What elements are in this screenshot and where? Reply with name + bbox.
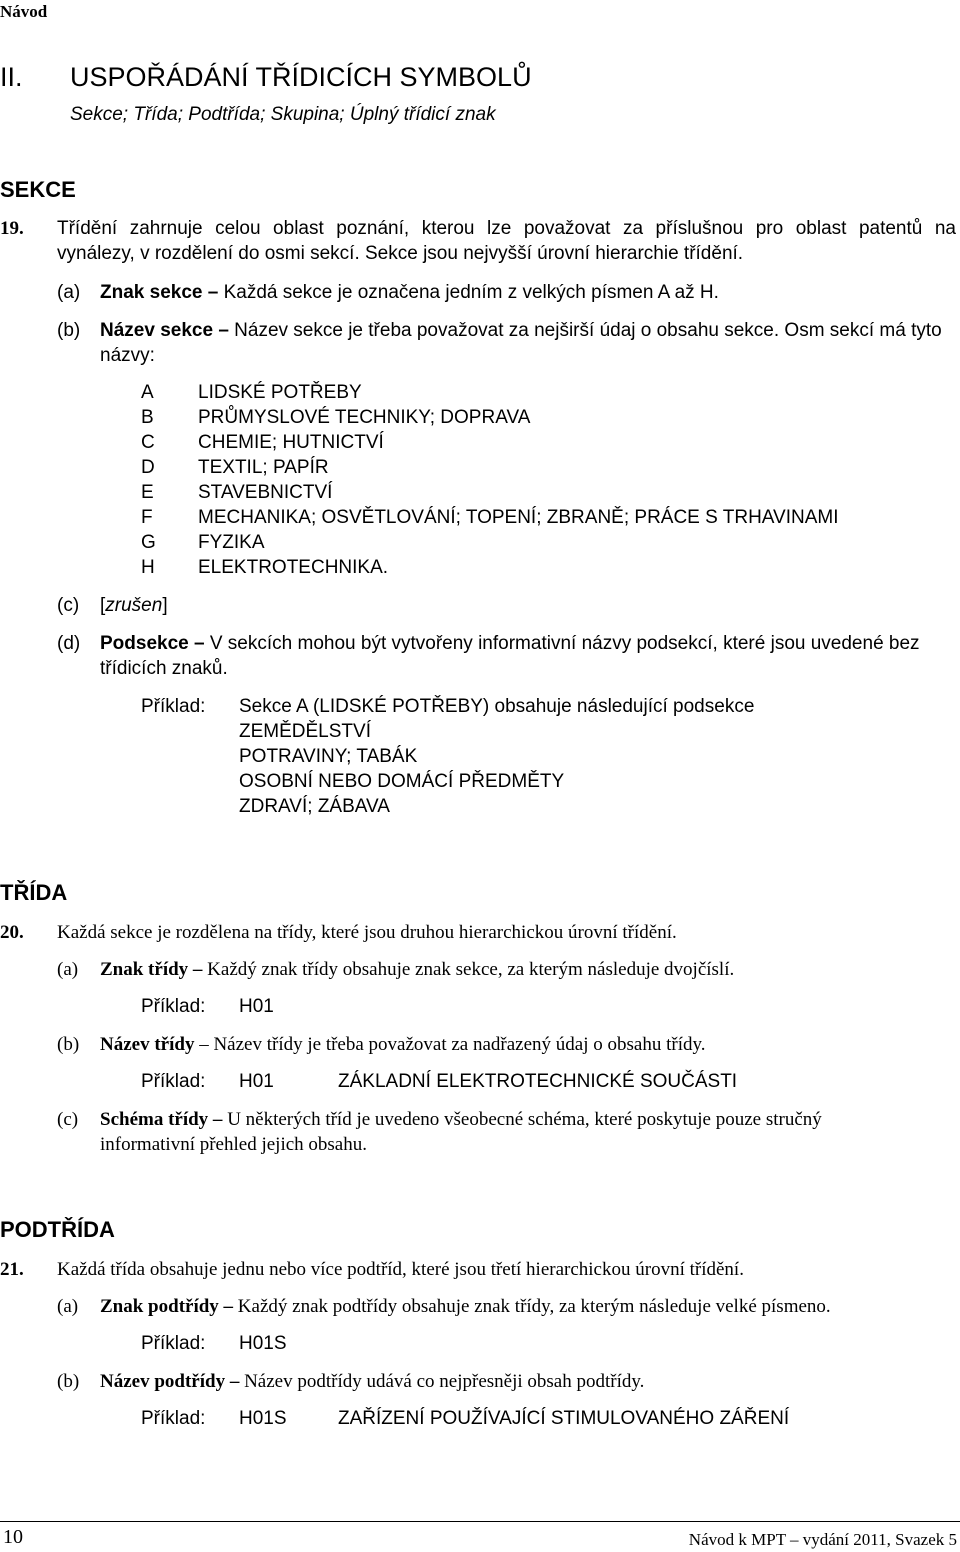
example-title: ZAŘÍZENÍ POUŽÍVAJÍCÍ STIMULOVANÉHO ZÁŘENÍ [338, 1408, 790, 1429]
section-letter: H [141, 557, 155, 578]
section-name: PRŮMYSLOVÉ TECHNIKY; DOPRAVA [198, 407, 531, 428]
item-c-label: (c) [57, 1109, 79, 1130]
example-line: Sekce A (LIDSKÉ POTŘEBY) obsahuje následující podsekce [239, 696, 755, 717]
item-d-line2: třídicích znaků. [100, 658, 228, 679]
item-b-label: (b) [57, 1371, 80, 1392]
section-letter: F [141, 507, 153, 528]
item-a-znak-tridy: Znak třídy – Každý znak třídy obsahuje znak sekce, za kterým následuje dvojčíslí. [100, 959, 735, 980]
footer-rule [0, 1521, 960, 1522]
section-name: TEXTIL; PAPÍR [198, 457, 329, 478]
item-a-znak-sekce: Znak sekce – Každá sekce je označena jedním z velkých písmen A až H. [100, 282, 719, 303]
page-header-title: Návod [0, 2, 48, 21]
chapter-number: II. [0, 62, 23, 92]
chapter-subtitle: Sekce; Třída; Podtřída; Skupina; Úplný třídicí znak [70, 104, 496, 125]
example-line: OSOBNÍ NEBO DOMÁCÍ PŘEDMĚTY [239, 771, 565, 792]
section-name: FYZIKA [198, 532, 265, 553]
example-code: H01S [239, 1408, 287, 1429]
section-name: CHEMIE; HUTNICTVÍ [198, 432, 384, 453]
paragraph-19-line2: vynálezy, v rozdělení do osmi sekcí. Sekce jsou nejvyšší úrovní hierarchie třídění. [57, 243, 744, 264]
paragraph-number-21: 21. [0, 1259, 24, 1280]
paragraph-21-text: Každá třída obsahuje jednu nebo více podtříd, které jsou třetí hierarchickou úrovní třídění. [57, 1259, 744, 1280]
item-a-znak-podtridy: Znak podtřídy – Každý znak podtřídy obsahuje znak třídy, za kterým následuje velké písmeno. [100, 1296, 831, 1317]
section-name: LIDSKÉ POTŘEBY [198, 382, 362, 403]
chapter-title: USPOŘÁDÁNÍ TŘÍDICÍCH SYMBOLŮ [70, 62, 532, 92]
example-label: Příklad: [141, 1071, 206, 1092]
example-line: ZDRAVÍ; ZÁBAVA [239, 796, 390, 817]
section-letter: A [141, 382, 154, 403]
item-b-nazev-sekce: Název sekce – Název sekce je třeba považovat za nejširší údaj o obsahu sekce. Osm sekcí má tyto [100, 320, 942, 341]
item-b-line2: názvy: [100, 345, 155, 366]
example-label: Příklad: [141, 1333, 206, 1354]
example-label: Příklad: [141, 696, 206, 717]
item-c-schema-tridy: Schéma třídy – U některých tříd je uvedeno všeobecné schéma, které poskytuje pouze stručný [100, 1109, 822, 1130]
item-c-line2: informativní přehled jejich obsahu. [100, 1134, 367, 1155]
paragraph-20-text: Každá sekce je rozdělena na třídy, které jsou druhou hierarchickou úrovní třídění. [57, 922, 677, 943]
paragraph-19-line1: Třídění zahrnuje celou oblast poznání, kterou lze považovat za příslušnou pro oblast patentů na [57, 218, 956, 239]
example-label: Příklad: [141, 1408, 206, 1429]
section-heading-podtrida: PODTŘÍDA [0, 1217, 115, 1242]
item-a-label: (a) [57, 959, 79, 980]
item-b-label: (b) [57, 1034, 80, 1055]
example-label: Příklad: [141, 996, 206, 1017]
section-letter: B [141, 407, 154, 428]
section-letter: D [141, 457, 155, 478]
item-d-podsekce: Podsekce – V sekcích mohou být vytvořeny informativní názvy podsekcí, které jsou uvedené bez [100, 633, 920, 654]
item-a-label: (a) [57, 1296, 79, 1317]
item-c-zrusen: [zrušen] [100, 595, 168, 616]
section-heading-trida: TŘÍDA [0, 880, 68, 905]
section-letter: G [141, 532, 156, 553]
paragraph-number-19: 19. [0, 218, 24, 239]
example-line: ZEMĚDĚLSTVÍ [239, 721, 371, 742]
section-letter: C [141, 432, 155, 453]
example-line: POTRAVINY; TABÁK [239, 746, 418, 767]
section-name: MECHANIKA; OSVĚTLOVÁNÍ; TOPENÍ; ZBRANĚ; PRÁCE S TRHAVINAMI [198, 507, 839, 528]
item-b-label: (b) [57, 320, 81, 341]
item-b-nazev-tridy: Název třídy – Název třídy je třeba považovat za nadřazený údaj o obsahu třídy. [100, 1034, 706, 1055]
footer-publication: Návod k MPT – vydání 2011, Svazek 5 [688, 1530, 957, 1549]
paragraph-number-20: 20. [0, 922, 24, 943]
example-code: H01 [239, 996, 274, 1017]
section-heading-sekce: SEKCE [0, 177, 76, 202]
item-b-nazev-podtridy: Název podtřídy – Název podtřídy udává co nejpřesněji obsah podtřídy. [100, 1371, 645, 1392]
section-name: STAVEBNICTVÍ [198, 482, 333, 503]
section-letter: E [141, 482, 154, 503]
item-d-label: (d) [57, 633, 81, 654]
example-code: H01 [239, 1071, 274, 1092]
page-number: 10 [3, 1526, 23, 1548]
example-title: ZÁKLADNÍ ELEKTROTECHNICKÉ SOUČÁSTI [338, 1071, 738, 1092]
item-a-label: (a) [57, 282, 81, 303]
example-code: H01S [239, 1333, 287, 1354]
item-c-label: (c) [57, 595, 80, 616]
section-name: ELEKTROTECHNIKA. [198, 557, 389, 578]
